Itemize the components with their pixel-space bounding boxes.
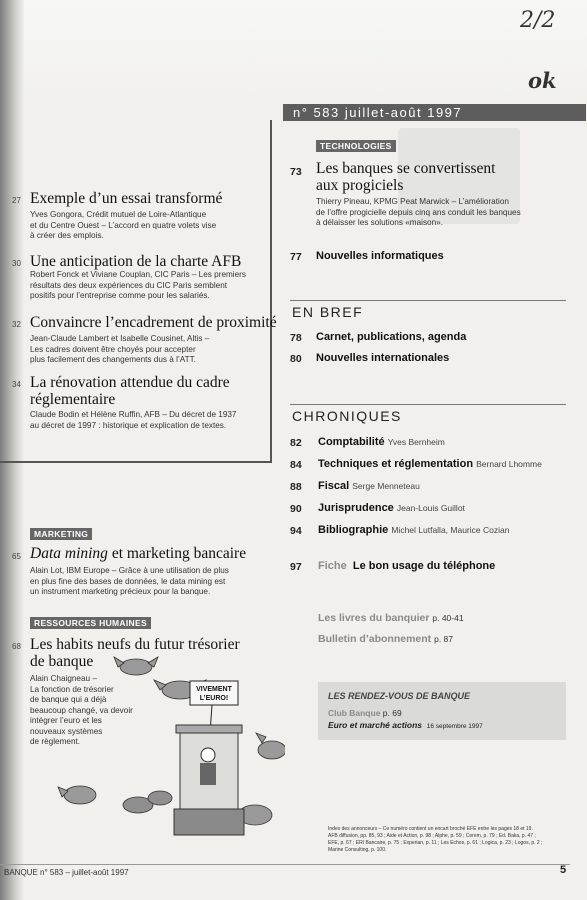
article-title: Nouvelles informatiques xyxy=(316,250,444,262)
divider xyxy=(290,300,566,301)
item-title: Bibliographie Michel Lutfalla, Maurice Cozian xyxy=(318,524,510,536)
club-banque[interactable]: Club Banque p. 69 xyxy=(328,708,402,718)
section-tag-ressources-humaines: RESSOURCES HUMAINES xyxy=(30,617,151,629)
article-title: Data mining et marketing bancaire xyxy=(30,545,247,562)
sign-text-line-1: VIVEMENT xyxy=(196,686,232,693)
footer-publication: BANQUE n° 583 – juillet-août 1997 xyxy=(4,868,129,877)
section-tag-marketing: MARKETING xyxy=(30,528,92,540)
item-page-number: 82 xyxy=(290,437,302,449)
item-page-number: 97 xyxy=(290,561,302,573)
article-page-number: 32 xyxy=(12,320,21,329)
article-page-number: 77 xyxy=(290,251,302,263)
article-page-number: 27 xyxy=(12,196,21,205)
article-desc: Robert Fonck et Viviane Couplan, CIC Paris – Les premiers résultats des deux expériences du CIC Paris semblent positifs pour l’entreprise comme pour les salariés. xyxy=(30,270,247,300)
event-euro[interactable]: Euro et marché actions 16 septembre 1997 xyxy=(328,720,483,730)
section-tag-technologies: TECHNOLOGIES xyxy=(316,140,396,152)
flying-pig-icon xyxy=(114,657,158,675)
article-title: Les banques se convertissent aux progiciels xyxy=(316,160,496,194)
item-title: Techniques et réglementation Bernard Lhomme xyxy=(318,458,542,470)
article-title: Les habits neufs du futur trésorier de banque xyxy=(30,636,240,670)
scan-shading-top xyxy=(0,0,587,112)
item-page-number: 94 xyxy=(290,525,302,537)
pedestal xyxy=(174,809,244,835)
item-title: Carnet, publications, agenda xyxy=(316,331,467,343)
rendez-vous-heading: LES RENDEZ-VOUS DE BANQUE xyxy=(328,691,471,701)
article-page-number: 68 xyxy=(12,642,21,651)
cartoon-illustration xyxy=(40,655,285,840)
item-page-number: 88 xyxy=(290,481,302,493)
page-number: 5 xyxy=(560,864,567,876)
ok-mark: ok xyxy=(528,68,557,93)
article-page-number: 34 xyxy=(12,380,21,389)
item-title: Fiscal Serge Menneteau xyxy=(318,480,420,492)
item-page-number: 84 xyxy=(290,459,302,471)
flying-pig-icon xyxy=(123,791,172,813)
item-page-number: 80 xyxy=(290,353,302,365)
article-desc: Alain Chaigneau – La fonction de trésorier de banque qui a déjà beaucoup changé, va devoir intégrer l’euro et les nouveaux systèmes de règlement. xyxy=(30,674,133,746)
flying-pig-icon xyxy=(58,786,96,804)
article-title: Convaincre l’encadrement de proximité xyxy=(30,314,277,331)
link-label: Les livres du banquier p. 40-41 xyxy=(318,612,464,624)
footer-rule xyxy=(0,864,570,865)
article-desc: Yves Gongora, Crédit mutuel de Loire-Atlantique et du Centre Ouest – L’accord en quatre volets vise à créer des emplois. xyxy=(30,210,217,240)
issue-header: n° 583 juillet-août 1997 xyxy=(283,104,586,121)
item-title: Comptabilité Yves Bernheim xyxy=(318,436,445,448)
flying-pig-icon xyxy=(256,733,285,759)
article-desc: Jean-Claude Lambert et Isabelle Cousinet, Altis – Les cadres doivent être choyés pour accepter plus facilement des changements dus à l’ATT. xyxy=(30,334,210,364)
article-page-number: 65 xyxy=(12,552,21,561)
item-title: Nouvelles internationales xyxy=(316,352,450,364)
sign-text-line-2: L’EURO! xyxy=(199,695,229,702)
heading-chroniques: CHRONIQUES xyxy=(292,408,402,424)
article-desc: Claude Bodin et Hélène Ruffin, AFB – Du décret de 1937 au décret de 1997 : historique et explication de textes. xyxy=(30,410,237,430)
article-page-number: 30 xyxy=(12,259,21,268)
article-title: La rénovation attendue du cadre réglementaire xyxy=(30,374,230,408)
item-title: Jurisprudence Jean-Louis Guillot xyxy=(318,502,465,514)
article-page-number: 73 xyxy=(290,166,302,178)
heading-en-bref: EN BREF xyxy=(292,304,364,320)
article-desc: Thierry Pineau, KPMG Peat Marwick – L’amélioration de l’offre progicielle depuis cinq ans conduit les banques à délaisser les solutions «maison». xyxy=(316,197,521,227)
article-title: Une anticipation de la charte AFB xyxy=(30,253,242,270)
index-annonceurs: Index des annonceurs – Ce numéro contient un encart broché EFE entre les pages 18 et 19. AFB diffusion, pp. 85, 93 ; Aide et Action, p. 98 ; Alphe, p. 59 ; Cerem, p. 79 ; Ed. Baka, p. 47 ; EFE, p. 67 ; ERI Bancaire, p. 75 ; Experian, p. 11 ; Les Echos, p. 61 ; Logica, p. 23 ; Logos, p. 2 ; Marine Consulting, p. 100. xyxy=(328,826,543,853)
item-page-number: 90 xyxy=(290,503,302,515)
article-title: Exemple d’un essai transformé xyxy=(30,190,223,207)
item-page-number: 78 xyxy=(290,332,302,344)
rendez-vous-box xyxy=(318,682,566,740)
article-desc: Alain Lot, IBM Europe – Grâce à une utilisation de plus en plus fine des bases de données, le data mining est un instrument marketing précieux pour la banque. xyxy=(30,566,229,596)
item-title: Fiche Le bon usage du téléphone xyxy=(318,560,496,572)
link-label: Bulletin d’abonnement p. 87 xyxy=(318,633,453,645)
handwritten-fraction: 2/2 xyxy=(520,8,556,33)
divider xyxy=(290,404,566,405)
